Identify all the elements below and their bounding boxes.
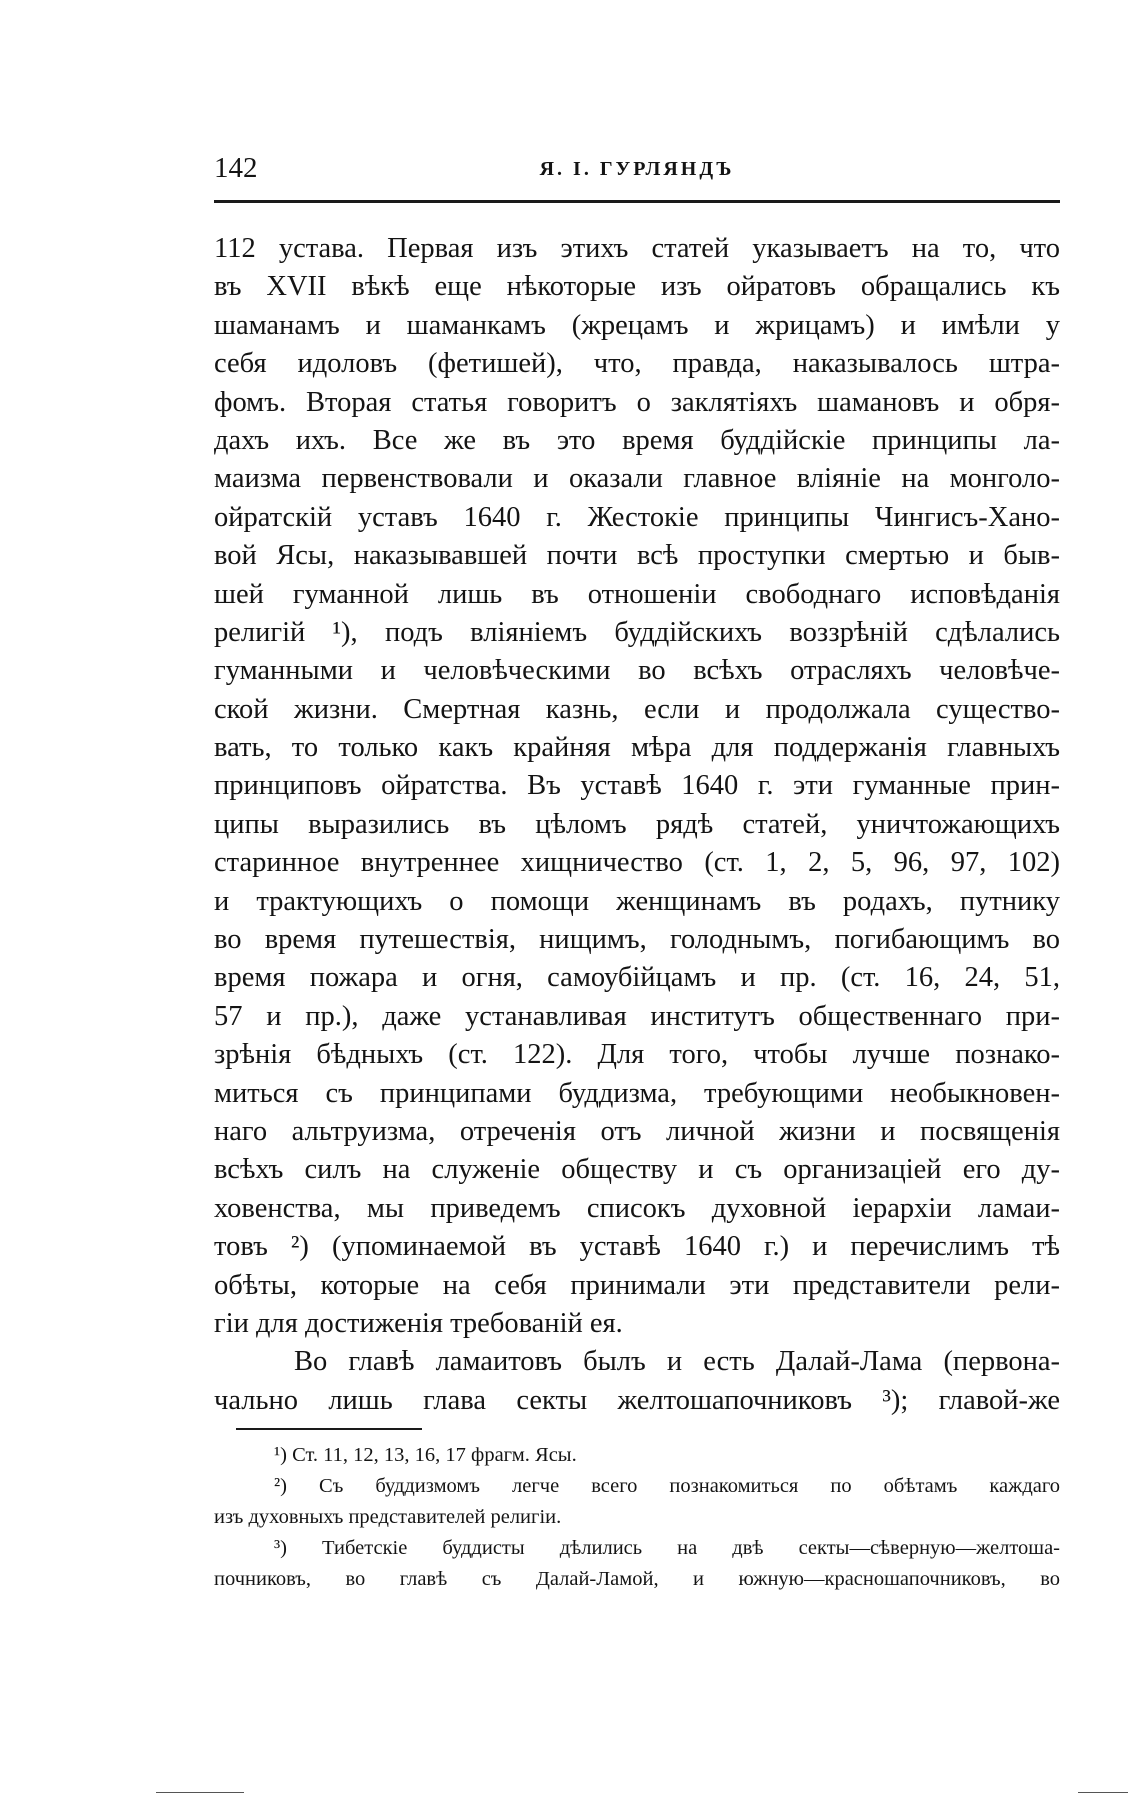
body-line: 57 и пр.), даже устанавливая институтъ общественнаго при- bbox=[214, 1000, 1060, 1032]
body-line: ципы выразились въ цѣломъ рядѣ статей, уничтожающихъ bbox=[214, 808, 1060, 840]
body-line: вой Ясы, наказывавшей почти всѣ проступки смертью и быв- bbox=[214, 540, 1060, 572]
running-title: Я. І. ГУРЛЯНДЪ bbox=[539, 158, 735, 180]
scan-edge-mark bbox=[1078, 1792, 1128, 1793]
body-line: время пожара и огня, самоубійцамъ и пр. (ст. 16, 24, 51, bbox=[214, 962, 1060, 994]
body-line: миться съ принципами буддизма, требующими необыкновен- bbox=[214, 1077, 1060, 1109]
footnote-2-continued: изъ духовныхъ представителей религіи. bbox=[214, 1506, 562, 1528]
body-line: 112 устава. Первая изъ этихъ статей указываетъ на то, что bbox=[214, 233, 1060, 264]
body-line: старинное внутреннее хищничество (ст. 1, 2, 5, 96, 97, 102) bbox=[214, 847, 1060, 879]
body-text bbox=[214, 230, 1060, 1420]
footnote-1: ¹) Ст. 11, 12, 13, 16, 17 фрагм. Ясы. bbox=[274, 1444, 577, 1466]
body-line: товъ ²) (упоминаемой въ уставѣ 1640 г.) и перечислимъ тѣ bbox=[214, 1231, 1060, 1263]
body-line: во время путешествія, нищимъ, голоднымъ, погибающимъ во bbox=[214, 924, 1060, 956]
body-line: шаманамъ и шаманкамъ (жрецамъ и жрицамъ) и имѣли у bbox=[214, 309, 1060, 341]
body-line: всѣхъ силъ на служеніе обществу и съ организаціей его ду- bbox=[214, 1154, 1060, 1186]
body-line: шей гуманной лишь въ отношеніи свободнаго исповѣданія bbox=[214, 578, 1060, 610]
body-line: дахъ ихъ. Все же въ это время буддійскіе принципы ла- bbox=[214, 424, 1060, 456]
page-header bbox=[214, 150, 1060, 190]
body-line: и трактующихъ о помощи женщинамъ въ родахъ, путнику bbox=[214, 885, 1060, 917]
scan-edge-mark bbox=[156, 1792, 244, 1793]
body-line-paragraph-end: гіи для достиженія требованій ея. bbox=[214, 1307, 623, 1339]
body-line: зрѣнія бѣдныхъ (ст. 122). Для того, чтобы лучше познако- bbox=[214, 1039, 1060, 1071]
footnote-2: ²) Съ буддизмомъ легче всего познакомиться по обѣтамъ каждаго bbox=[274, 1475, 1060, 1497]
body-line: маизма первенствовали и оказали главное вліяніе на монголо- bbox=[214, 463, 1060, 495]
body-line: фомъ. Вторая статья говоритъ о заклятіяхъ шамановъ и обря- bbox=[214, 386, 1060, 418]
body-line: ойратскій уставъ 1640 г. Жестокіе принципы Чингисъ-Хано- bbox=[214, 501, 1060, 533]
footnote-3-continued: почниковъ, во главѣ съ Далай-Ламой, и южную—красношапочниковъ, во bbox=[214, 1568, 1060, 1590]
body-line: религій ¹), подъ вліяніемъ буддійскихъ воззрѣній сдѣлались bbox=[214, 616, 1060, 648]
body-line: принциповъ ойратства. Въ уставѣ 1640 г. эти гуманные прин- bbox=[214, 770, 1060, 802]
body-line: гуманными и человѣческими во всѣхъ отрасляхъ человѣче- bbox=[214, 655, 1060, 687]
body-line: ской жизни. Смертная казнь, если и продолжала существо- bbox=[214, 693, 1060, 725]
footnote-3: ³) Тибетскіе буддисты дѣлились на двѣ секты—сѣверную—желтоша- bbox=[274, 1537, 1060, 1559]
page-number: 142 bbox=[214, 152, 258, 184]
body-line: обѣты, которые на себя принимали эти представители рели- bbox=[214, 1269, 1060, 1301]
body-line: себя идоловъ (фетишей), что, правда, наказывалось штра- bbox=[214, 348, 1060, 380]
body-line-paragraph-start: Во главѣ ламаитовъ былъ и есть Далай-Лама (первона- bbox=[294, 1346, 1060, 1378]
footnotes bbox=[214, 1440, 1060, 1595]
body-line: въ XVII вѣкѣ еще нѣкоторые изъ ойратовъ обращались къ bbox=[214, 271, 1060, 303]
body-line: чально лишь глава секты желтошапочниковъ ³); главой-же bbox=[214, 1384, 1060, 1416]
body-line: наго альтруизма, отреченія отъ личной жизни и посвященія bbox=[214, 1115, 1060, 1147]
body-line: ховенства, мы приведемъ списокъ духовной іерархіи ламаи- bbox=[214, 1192, 1060, 1224]
body-line: вать, то только какъ крайняя мѣра для поддержанія главныхъ bbox=[214, 732, 1060, 764]
footnote-rule bbox=[236, 1428, 422, 1430]
header-rule bbox=[214, 200, 1060, 203]
